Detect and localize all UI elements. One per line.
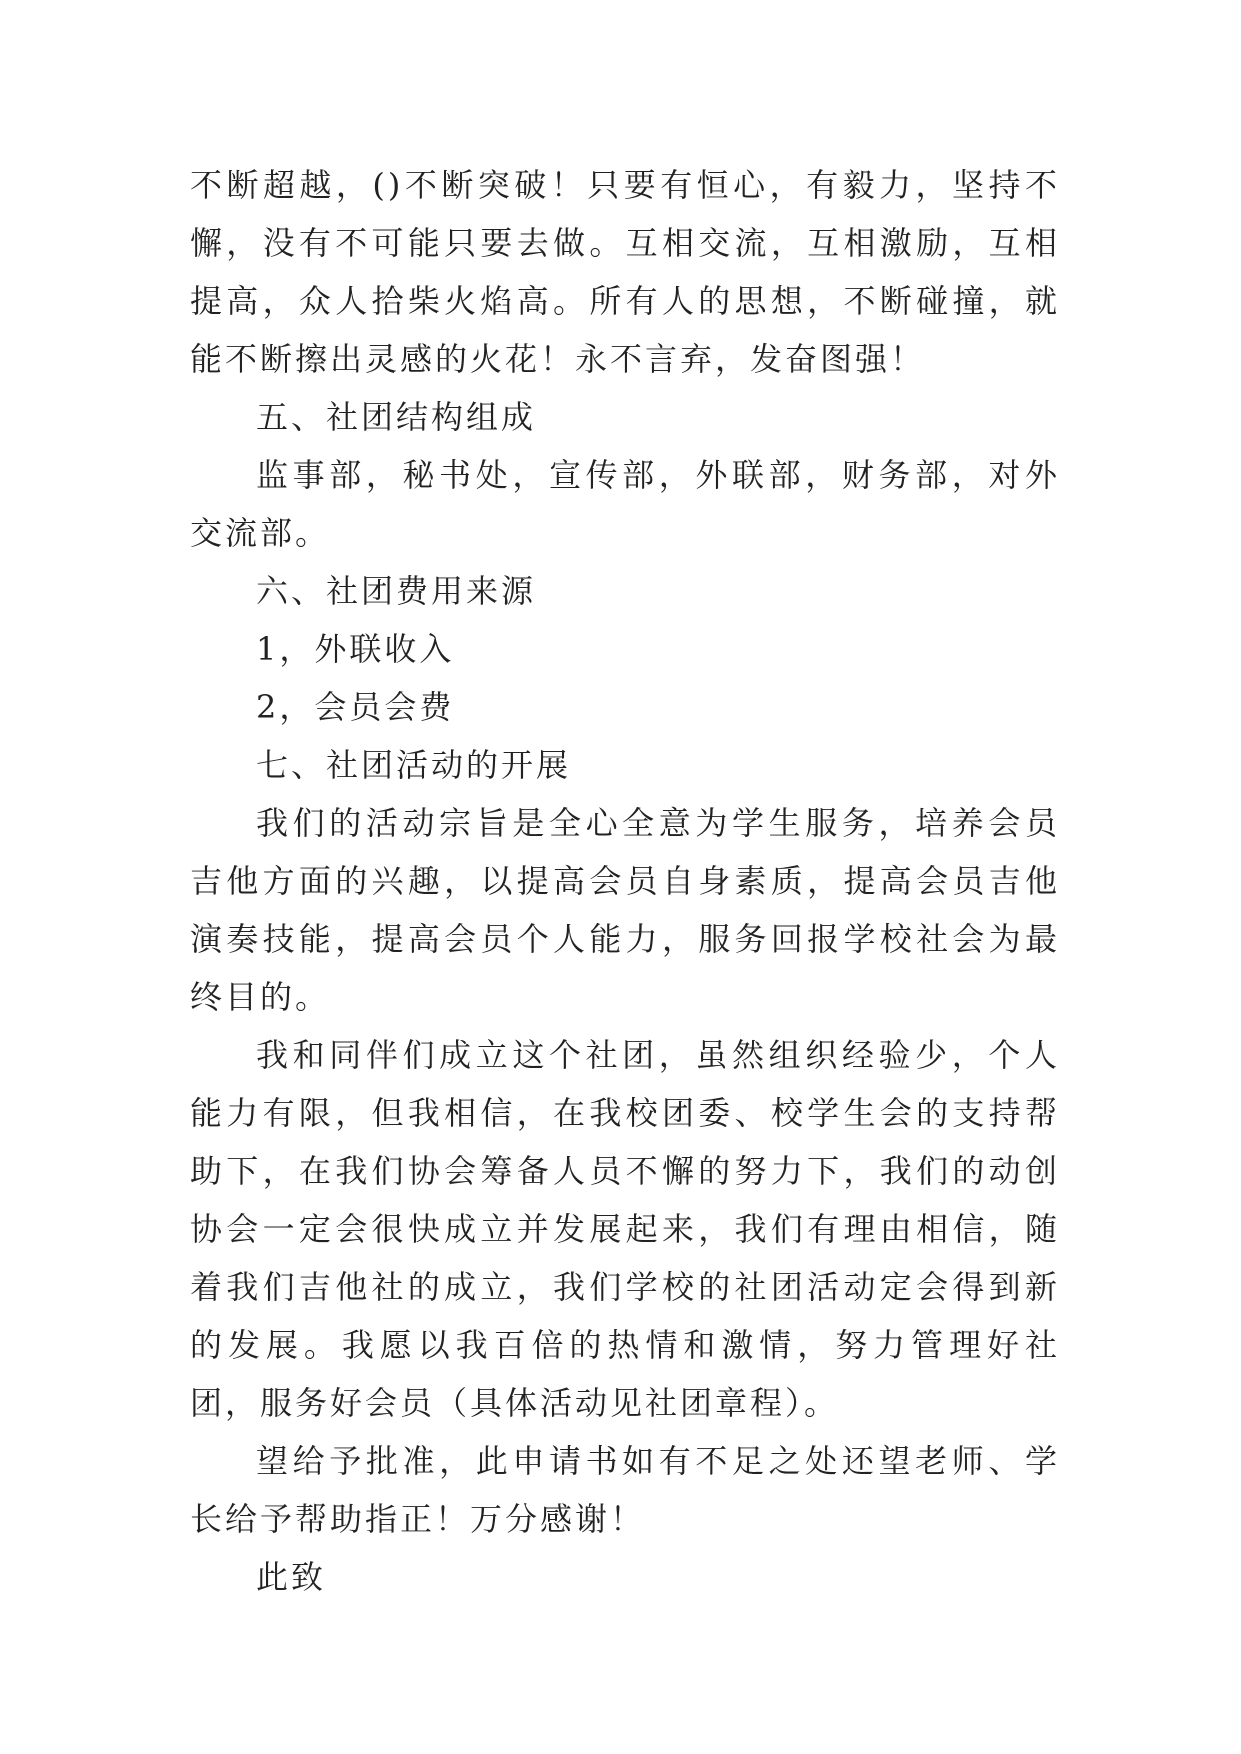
document-body — [190, 156, 1060, 1606]
section-heading-activities: 七、社团活动的开展 — [256, 746, 572, 784]
paragraph-departments: 监事部，秘书处，宣传部，外联部，财务部，对外交流部。 — [190, 456, 1060, 552]
paragraph-activity-purpose: 我们的活动宗旨是全心全意为学生服务，培养会员吉他方面的兴趣，以提高会员自身素质，提高会员吉他演奏技能，提高会员个人能力，服务回报学校社会为最终目的。 — [190, 804, 1060, 1016]
section-heading-structure: 五、社团结构组成 — [256, 398, 537, 436]
list-item-funding-2: 2，会员会费 — [256, 688, 455, 726]
paragraph-continuation: 不断超越，()不断突破！只要有恒心，有毅力，坚持不懈，没有不可能只要去做。互相交流，互相激励，互相提高，众人拾柴火焰高。所有人的思想，不断碰撞，就能不断擦出灵感的火花！永不言弃，发奋图强！ — [190, 166, 1060, 378]
closing-salutation: 此致 — [256, 1558, 327, 1596]
list-item-funding-1: 1，外联收入 — [256, 630, 455, 668]
paragraph-approval-request: 望给予批准，此申请书如有不足之处还望老师、学长给予帮助指正！万分感谢！ — [190, 1442, 1060, 1538]
paragraph-founding-statement: 我和同伴们成立这个社团，虽然组织经验少，个人能力有限，但我相信，在我校团委、校学生会的支持帮助下，在我们协会筹备人员不懈的努力下，我们的动创协会一定会很快成立并发展起来，我们有理由相信，随着我们吉他社的成立，我们学校的社团活动定会得到新的发展。我愿以我百倍的热情和激情，努力管理好社团，服务好会员（具体活动见社团章程）。 — [190, 1036, 1060, 1422]
section-heading-funding: 六、社团费用来源 — [256, 572, 537, 610]
